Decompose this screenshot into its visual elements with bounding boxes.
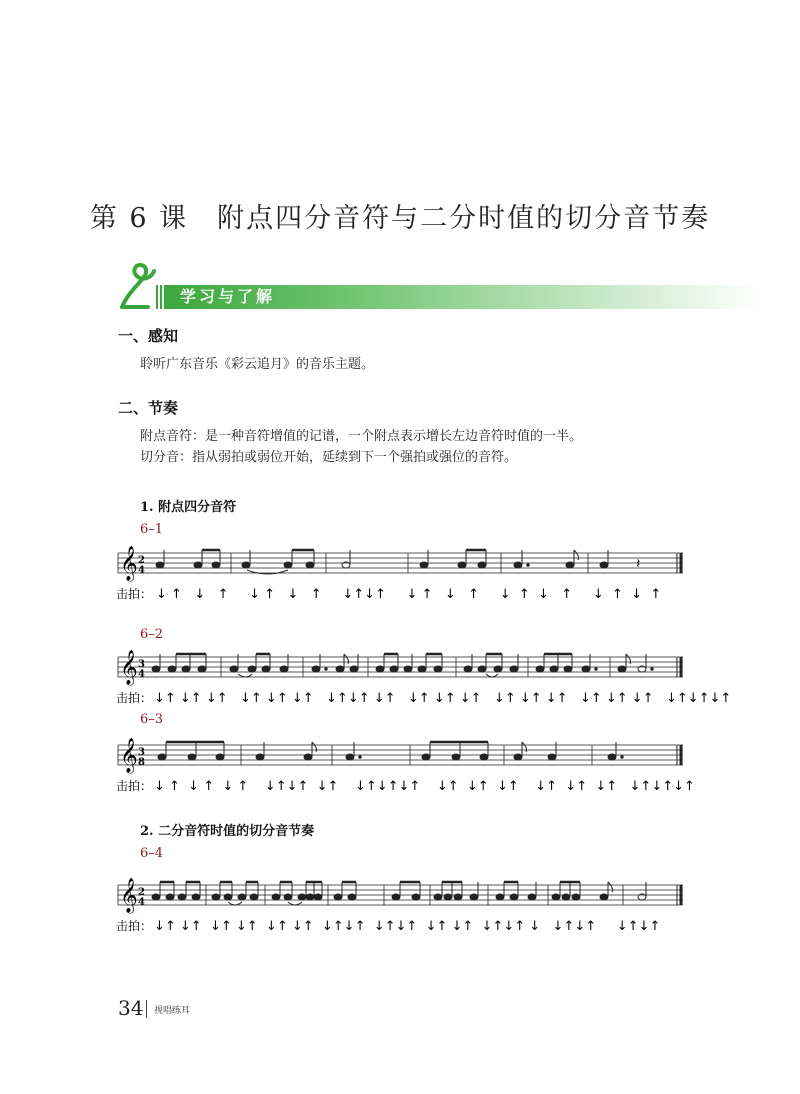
dotted-note-definition: 附点音符：是一种音符增值的记谱，一个附点表示增长左边音符时值的一半。	[140, 429, 583, 444]
svg-text:击拍：: 击拍：	[116, 919, 153, 933]
staff-notation	[118, 880, 683, 940]
subsection-heading-syncopation: 2. 二分音符时值的切分音节奏	[140, 824, 315, 839]
svg-text:击拍：: 击拍：	[116, 587, 153, 601]
svg-text:𝄞: 𝄞	[120, 650, 138, 685]
beat-arrows: ↓↑ ↓↑ ↓↑ ↓↑ ↓↑ ↓↑ ↓↑↓↑ ↓↑↓↑ ↓↑ ↓↑ ↓↑↓↑ ↓ ↓↑↓↑ ↓↑↓↑	[154, 919, 661, 934]
exercise-label: 6–4	[140, 846, 164, 861]
lesson-title: 第 6 课 附点四分音符与二分时值的切分音节奏	[89, 203, 711, 234]
exercise-label: 6–3	[140, 712, 164, 727]
book-title: 视唱练耳	[154, 1006, 191, 1016]
staff-notation	[118, 548, 683, 608]
banner-stripes	[150, 285, 172, 309]
staff-notation	[116, 738, 695, 800]
subsection-heading-dotted-quarter: 1. 附点四分音符	[140, 500, 237, 515]
svg-text:3: 3	[138, 747, 145, 758]
svg-text:4: 4	[138, 669, 145, 680]
page-number: 34	[118, 996, 144, 1020]
section-heading-perception: 一、感知	[118, 327, 179, 345]
beat-arrows: ↓ ↑ ↓ ↑ ↓ ↑ ↓↑↓↑ ↓↑ ↓↑↓↑↓↑ ↓↑ ↓↑ ↓↑ ↓↑ ↓↑ ↓↑ ↓↑↓↑↓↑	[154, 779, 695, 794]
section-banner	[118, 263, 760, 309]
staff-notation	[116, 650, 732, 712]
svg-text:3: 3	[138, 659, 145, 670]
rhythm-staff	[118, 548, 683, 608]
exercise-label: 6–1	[140, 522, 164, 537]
footer-divider	[146, 1000, 147, 1018]
beat-arrows: ↓ ↑ ↓ ↑ ↓ ↑ ↓ ↑ ↓↑↓↑ ↓ ↑ ↓ ↑ ↓ ↑ ↓ ↑ ↓ ↑ ↓ ↑	[156, 587, 662, 602]
svg-text:𝄞: 𝄞	[120, 738, 138, 773]
quarter-rest-icon: 𝄽	[636, 556, 641, 572]
svg-text:2: 2	[138, 555, 145, 566]
perception-text: 聆听广东音乐《彩云追月》的音乐主题。	[140, 357, 375, 372]
svg-text:击拍：: 击拍：	[116, 779, 153, 793]
beat-arrows: ↓↑ ↓↑ ↓↑ ↓↑ ↓↑ ↓↑ ↓↑↓↑ ↓↑ ↓↑ ↓↑ ↓↑ ↓↑ ↓↑ ↓↑ ↓↑ ↓↑ ↓↑ ↓↑↓↑↓↑	[154, 691, 732, 706]
rhythm-staff	[118, 880, 683, 940]
banner-label: 学习与了解	[180, 287, 276, 306]
svg-text:8: 8	[138, 757, 145, 768]
exercise-label: 6–2	[140, 627, 164, 642]
svg-text:4: 4	[138, 897, 145, 908]
svg-text:4: 4	[138, 565, 145, 576]
section-heading-rhythm: 二、节奏	[118, 399, 179, 417]
rhythm-staff	[116, 650, 732, 712]
rhythm-staff	[116, 738, 695, 800]
treble-clef-icon: 𝄞	[120, 546, 138, 581]
svg-text:击拍：: 击拍：	[116, 691, 153, 705]
syncopation-definition: 切分音：指从弱拍或弱位开始，延续到下一个强拍或强位的音符。	[140, 450, 518, 465]
svg-text:𝄞: 𝄞	[120, 878, 138, 913]
svg-text:2: 2	[138, 887, 145, 898]
